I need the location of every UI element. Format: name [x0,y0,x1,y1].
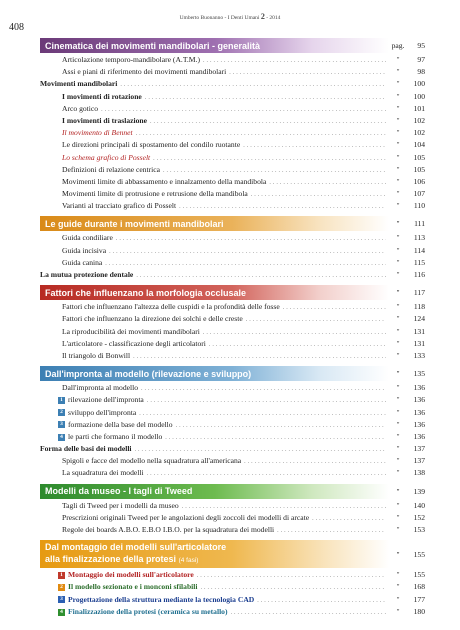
section-header-bar [40,540,389,568]
leader-dots [105,258,386,270]
toc-entry-page: 113 [413,233,425,243]
section-header [40,285,425,300]
section-title: Cinematica dei movimenti mandibolari - generalità [45,40,261,51]
toc-entry-page: 106 [413,176,425,186]
toc-entry[interactable] [40,407,425,419]
ditto-mark: " [396,115,400,125]
leader-dots [277,525,386,537]
toc-entry-text: Definizioni di relazione centrica [62,164,161,174]
toc-entry[interactable] [40,139,425,151]
leader-dots [109,246,386,258]
toc-entry-title [40,66,226,78]
leader-dots [176,420,386,432]
toc-entry-text: Guida condiliare [62,233,113,243]
ditto-mark: " [396,270,400,279]
ditto-mark: " [396,549,400,559]
leader-dots [231,607,386,619]
leader-dots [197,570,386,582]
ditto-mark: " [396,79,400,89]
leader-dots [243,140,386,152]
section-title-line2 [40,553,198,567]
toc-entry-page: 101 [413,103,425,113]
toc-entry[interactable] [40,326,425,338]
toc-entry-page: 136 [413,431,425,441]
toc-entry-title [40,127,133,139]
toc-entry[interactable] [40,394,425,406]
toc-entry-text: Guida incisiva [62,245,107,255]
ditto-mark: " [396,152,400,162]
toc-entry-page: 114 [413,245,425,255]
section-header-bar [40,366,389,381]
toc-entry-title [40,301,280,313]
toc-entry[interactable] [40,54,425,66]
toc-entry[interactable] [40,269,425,281]
toc-entry-text: Il movimento di Bennet [62,128,133,138]
leader-dots [139,408,386,420]
running-head-author-title: Umberto Buonanno - I Denti Umani [179,15,260,21]
toc-entry-title [40,115,147,127]
toc-entry-page: 152 [413,512,425,522]
section-title: Dall'impronta al modello (rilevazione e sviluppo) [45,368,252,379]
ditto-mark: " [396,582,400,592]
toc-entry[interactable] [40,313,425,325]
toc-entry[interactable] [40,301,425,313]
leader-dots [179,201,386,213]
ditto-mark: " [396,245,400,255]
toc-entry[interactable] [40,581,425,593]
toc-entry[interactable] [40,606,425,618]
toc-entry-page: 131 [413,326,425,336]
section-page: 155 [413,549,425,559]
ditto-mark: " [396,201,400,211]
toc-entry-text: La riproducibilità dei movimenti mandibolari [62,326,200,336]
toc-entry-page: 118 [413,302,425,312]
leader-dots [203,55,386,67]
ditto-mark: " [396,257,400,267]
ditto-mark: " [396,326,400,336]
toc-entry-title [40,500,179,512]
ditto-mark: " [396,594,400,604]
ditto-mark: " [396,419,400,429]
toc-entry-text: Il triangolo di Bonwill [62,350,131,360]
toc-entry-text: Fattori che influenzano l'altezza delle cuspidi e la profondità delle fosse [62,302,280,312]
toc-entry-text: Fattori che influenzano la direzione dei solchi e delle creste [62,314,243,324]
toc-entry[interactable] [40,419,425,431]
toc-entry-page: 136 [413,395,425,405]
toc-entry-title [40,394,144,406]
section-title: Le guide durante i movimenti mandibolari [45,218,224,229]
toc-entry-page: 100 [413,79,425,89]
leader-dots [120,79,386,91]
toc-entry-title [40,594,254,606]
section-header [40,38,425,53]
toc-entry-title [40,569,194,581]
step-number-badge: 1 [58,572,65,579]
toc-entry-title [40,419,173,431]
ditto-mark: " [396,91,400,101]
running-head-year: - 2014 [266,15,281,21]
ditto-mark: " [396,395,400,405]
section-title-line2-text: alla finalizzazione della protesi [45,554,177,565]
ditto-mark: " [396,103,400,113]
toc-entry-text: Progettazione della struttura mediante la tecnologia CAD [68,594,255,604]
toc-entry[interactable] [40,257,425,269]
toc-entry[interactable] [40,152,425,164]
toc-entry-page: 105 [413,164,425,174]
leader-dots [269,177,386,189]
section-title: Modelli da museo - I tagli di Tweed [45,486,193,497]
toc-entry-title [40,455,241,467]
section-header [40,366,425,381]
section-header-bar [40,484,389,499]
toc-entry-title [40,176,266,188]
ditto-mark: " [396,369,400,379]
leader-dots [244,456,386,468]
toc-entry-title [40,232,113,244]
toc-entry-text: Lo schema grafico di Posselt [62,152,151,162]
ditto-mark: " [396,525,400,534]
toc-entry-title [40,581,198,593]
ditto-mark: " [396,302,400,312]
ditto-mark: " [396,219,400,229]
step-number-badge: 3 [58,421,65,428]
ditto-mark: " [396,407,400,417]
toc-entry[interactable] [40,431,425,443]
toc-entry-page: 115 [413,257,425,267]
leader-dots [229,67,386,79]
running-head [0,12,460,21]
leader-dots [203,327,386,339]
toc-entry-page: 136 [413,383,425,393]
leader-dots [165,432,386,444]
toc-entry-page: 136 [413,407,425,417]
ditto-mark: " [396,288,400,298]
toc-entry-text: formazione della base del modello [68,419,173,429]
leader-dots [150,116,386,128]
ditto-mark: " [396,350,400,360]
ditto-mark: " [396,55,400,64]
section-page: 111 [414,219,425,229]
toc-entry-title [40,338,206,350]
toc-entry-text: L'articolatore - classificazione degli articolatori [62,338,206,348]
ditto-mark: " [396,468,400,478]
toc-entry-title [40,152,150,164]
toc-entry-text: Montaggio dei modelli sull'articolatore [68,570,194,580]
toc-entry[interactable] [40,66,425,78]
ditto-mark: " [396,164,400,174]
ditto-mark: " [396,486,400,496]
toc-entry-page: 133 [413,350,425,360]
ditto-mark: " [396,189,400,199]
toc-entry-text: Varianti al tracciato grafico di Posselt [62,201,177,211]
running-head-volume: 2 [260,12,265,21]
ditto-mark: " [396,570,400,580]
toc-entry-text: Movimenti limite di abbassamento e innalzamento della mandibola [62,176,267,186]
section-header-bar [40,285,389,300]
toc-entry-title [40,382,138,394]
toc-entry-page: 140 [413,500,425,510]
toc-entry-page: 124 [413,314,425,324]
section-header-bar [40,216,389,231]
toc-entry-title [40,103,98,115]
ditto-mark: " [396,338,400,348]
section-header [40,216,425,231]
toc-entry[interactable] [40,245,425,257]
leader-dots [251,189,386,201]
toc-entry-title [40,407,136,419]
toc-entry[interactable] [40,115,425,127]
toc-entry-title [40,91,142,103]
ditto-mark: " [396,383,400,393]
section-page: 95 [417,41,425,50]
toc-entry-text: Dall'impronta al modello [62,383,139,393]
toc-entry[interactable] [40,188,425,200]
toc-entry-title [40,200,176,212]
toc-entry-text: Regole dei boards A.B.O. E.B.O I.B.O. per la squadratura dei modelli [62,525,275,534]
toc-entry-page: 138 [413,468,425,478]
leader-dots [257,595,386,607]
toc-entry-title [40,54,200,66]
toc-entry[interactable] [40,232,425,244]
page-number: 408 [9,22,24,33]
toc-entry-text: Guida canina [62,257,103,267]
leader-dots [116,233,386,245]
toc-entry-text: Movimenti mandibolari [40,79,118,89]
toc-entry-text: Movimenti limite di protrusione e retrusione della mandibola [62,189,248,199]
toc-entry[interactable] [40,500,425,512]
toc-entry-title [40,467,144,479]
section-header-bar [40,38,389,53]
toc-entry[interactable] [40,338,425,350]
toc-entry-text: Prescrizioni originali Tweed per le angolazioni degli zoccoli dei modelli di arcate [62,512,310,522]
toc-entry-text: Articolazione temporo-mandibolare (A.T.M.) [62,55,200,64]
section-header [40,540,425,568]
ditto-mark: " [396,456,400,466]
ditto-mark: " [396,176,400,186]
toc-entry-title [40,512,309,524]
section-title: Fattori che influenzano la morfologia occlusale [45,287,247,298]
table-of-contents [40,34,425,618]
section-page: 117 [413,288,425,298]
leader-dots [147,468,386,480]
toc-entry-text: I movimenti di traslazione [62,115,147,125]
toc-entry-title [40,164,160,176]
step-number-badge: 2 [58,584,65,591]
section-page: 135 [413,369,425,379]
leader-dots [209,339,386,351]
toc-entry-page: 180 [413,606,425,616]
toc-entry[interactable] [40,594,425,606]
toc-entry-page: 98 [417,67,425,77]
toc-entry-text: sviluppo dell'impronta [68,407,137,417]
ditto-mark: " [396,431,400,441]
ditto-mark: " [396,140,400,150]
toc-entry-title [40,139,240,151]
pag-label: pag. [391,41,405,50]
toc-entry-page: 104 [413,140,425,150]
leader-dots [153,153,386,165]
toc-entry[interactable] [40,443,425,455]
toc-entry-title [40,431,162,443]
leader-dots [283,302,386,314]
toc-entry[interactable] [40,127,425,139]
toc-entry-page: 155 [413,570,425,580]
toc-entry-text: La squadratura dei modelli [62,468,144,478]
toc-entry[interactable] [40,78,425,90]
toc-entry-page: 110 [413,201,425,211]
toc-entry-title [40,524,274,536]
toc-entry[interactable] [40,382,425,394]
ditto-mark: " [396,314,400,324]
toc-entry-text: Il modello sezionato e i monconi sfilabili [68,582,198,592]
toc-entry-text: Assi e piani di riferimento dei movimenti mandibolari [62,67,227,77]
toc-entry-title [40,350,130,362]
toc-entry-title [40,257,102,269]
toc-entry-page: 136 [413,419,425,429]
toc-entry-title [40,269,133,281]
leader-dots [133,351,386,363]
toc-entry[interactable] [40,467,425,479]
toc-entry-text: le parti che formano il modello [68,431,163,441]
toc-entry-page: 137 [413,444,425,454]
toc-entry-title [40,188,248,200]
toc-entry-page: 102 [413,128,425,138]
toc-entry[interactable] [40,455,425,467]
toc-entry-title [40,245,106,257]
toc-entry[interactable] [40,350,425,362]
toc-entry[interactable] [40,512,425,524]
toc-entry-text: Spigoli e facce del modello nella squadratura all'americana [62,456,242,466]
toc-entry-text: Le direzioni principali di spostamento del condilo ruotante [62,140,241,150]
toc-entry-page: 153 [413,525,425,534]
toc-entry-text: Arco gotico [62,103,99,113]
leader-dots [141,383,386,395]
toc-entry-text: Tagli di Tweed per i modelli da museo [62,500,179,510]
section-page: 139 [413,486,425,496]
toc-entry-title [40,313,243,325]
toc-entry-page: 102 [413,115,425,125]
toc-entry-page: 177 [413,594,425,604]
ditto-mark: " [396,233,400,243]
ditto-mark: " [396,512,400,522]
toc-entry[interactable] [40,103,425,115]
step-number-badge: 4 [58,609,65,616]
toc-entry-title [40,78,117,90]
section-header [40,484,425,499]
leader-dots [145,92,386,104]
toc-entry-title [40,326,200,338]
section-title: Dal montaggio dei modelli sull'articolatore [45,542,227,553]
leader-dots [147,395,386,407]
ditto-mark: " [396,128,400,138]
toc-entry-page: 100 [413,91,425,101]
toc-entry-text: rilevazione dell'impronta [68,395,144,405]
toc-entry-page: 97 [417,55,425,64]
ditto-mark: " [396,500,400,510]
step-number-badge: 1 [58,397,65,404]
toc-entry[interactable] [40,91,425,103]
toc-entry-text: I movimenti di rotazione [62,91,142,101]
toc-entry-page: 116 [413,270,425,279]
step-number-badge: 2 [58,409,65,416]
toc-entry[interactable] [40,176,425,188]
toc-entry-page: 131 [413,338,425,348]
step-number-badge: 4 [58,434,65,441]
toc-entry[interactable] [40,524,425,536]
toc-entry-title [40,606,228,618]
leader-dots [246,314,386,326]
leader-dots [312,513,386,525]
toc-entry-page: 168 [413,582,425,592]
toc-entry[interactable] [40,164,425,176]
toc-entry-page: 107 [413,189,425,199]
toc-entry-text: Finalizzazione della protesi (ceramica su metallo) [68,606,228,616]
ditto-mark: " [396,67,400,77]
toc-entry-page: 137 [413,456,425,466]
section-title-note: (4 fasi) [178,557,199,565]
toc-entry-title [40,443,132,455]
step-number-badge: 3 [58,596,65,603]
toc-entry[interactable] [40,200,425,212]
ditto-mark: " [396,606,400,616]
ditto-mark: " [396,444,400,454]
toc-entry-text: Forma delle basi dei modelli [40,444,132,454]
toc-entry-page: 105 [413,152,425,162]
toc-entry[interactable] [40,569,425,581]
toc-entry-text: La mutua protezione dentale [40,270,134,279]
leader-dots [136,270,386,282]
